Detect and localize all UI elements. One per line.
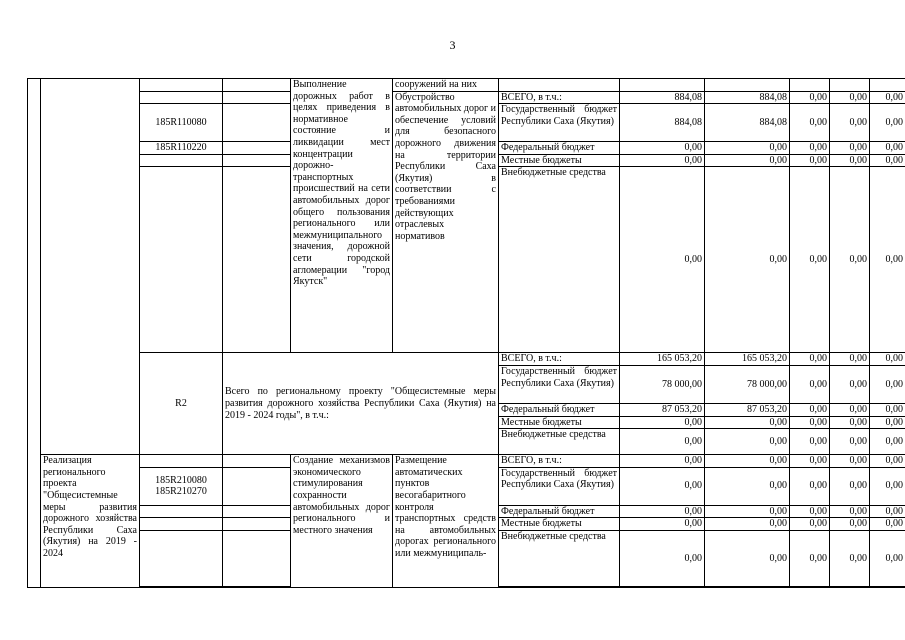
project-cell: Реализация регионального проекта "Общесистемные меры развития дорожного хозяйства Республики Саха (Якутия) на 2019 - 2024: [41, 455, 140, 588]
empty-cell: [223, 467, 291, 505]
value-cell: 884,08: [620, 91, 705, 104]
value-cell: 0,00: [830, 455, 870, 468]
value-cell: 0,00: [620, 167, 705, 353]
measure-cell: Создание механизмов экономического стимулирования сохранности автомобильных дорог регионального и местного значения: [291, 455, 393, 588]
value-cell: 0,00: [620, 455, 705, 468]
value-cell: 0,00: [790, 142, 830, 155]
value-cell: 0,00: [705, 518, 790, 531]
empty-cell: [830, 586, 870, 587]
value-cell: 0,00: [705, 467, 790, 505]
value-cell: 0,00: [790, 104, 830, 142]
row-label: Государственный бюджет Республики Саха (Якутия): [499, 365, 620, 403]
empty-cell: [223, 505, 291, 518]
row-label: Государственный бюджет Республики Саха (Якутия): [499, 467, 620, 505]
value-cell: 0,00: [790, 416, 830, 429]
code-cell: 185R110220: [140, 142, 223, 155]
empty-cell: [499, 79, 620, 92]
empty-cell: [705, 79, 790, 92]
row-label: Федеральный бюджет: [499, 142, 620, 155]
value-cell: 0,00: [870, 142, 905, 155]
value-cell: 78 000,00: [620, 365, 705, 403]
value-cell: 0,00: [790, 530, 830, 586]
empty-cell: [870, 79, 905, 92]
row-label: Внебюджетные средства: [499, 530, 620, 586]
value-cell: 0,00: [620, 505, 705, 518]
value-cell: 0,00: [870, 91, 905, 104]
value-cell: 0,00: [870, 104, 905, 142]
activity-cell: Обустройство автомобильных дорог и обеспечение условий для безопасного дорожного движения на территории Республики Саха (Якутия) в соответствии с требованиями действующих отраслевых нормативов: [393, 91, 499, 353]
value-cell: 0,00: [830, 365, 870, 403]
measure-cell: Выполнение дорожных работ в целях приведения в нормативное состояние и ликвидации мест концентрации дорожно-транспортных происшествий на сети автомобильных дорог общего пользования регионального или межмуниципального значения, дорожной сети городской агломерации "город Якутск": [291, 79, 393, 353]
value-cell: 0,00: [870, 505, 905, 518]
value-cell: 0,00: [705, 505, 790, 518]
empty-cell: [790, 79, 830, 92]
row-label: ВСЕГО, в т.ч.:: [499, 353, 620, 366]
value-cell: 0,00: [790, 518, 830, 531]
empty-cell: [223, 79, 291, 92]
value-cell: 0,00: [790, 429, 830, 455]
code-cell: 185R110080: [140, 104, 223, 142]
empty-cell: [223, 142, 291, 155]
value-cell: 0,00: [705, 530, 790, 586]
code-cell: [140, 154, 223, 167]
value-cell: 0,00: [790, 467, 830, 505]
value-cell: 0,00: [705, 429, 790, 455]
empty-cell: [223, 104, 291, 142]
value-cell: 0,00: [870, 353, 905, 366]
value-cell: 0,00: [830, 353, 870, 366]
row-label: Местные бюджеты: [499, 154, 620, 167]
row-label: ВСЕГО, в т.ч.:: [499, 91, 620, 104]
value-cell: 0,00: [830, 518, 870, 531]
row-label: Внебюджетные средства: [499, 429, 620, 455]
value-cell: 0,00: [705, 142, 790, 155]
empty-cell: [223, 586, 291, 587]
table-row: [28, 455, 905, 468]
row-label: Местные бюджеты: [499, 416, 620, 429]
value-cell: 0,00: [620, 416, 705, 429]
row-label: Местные бюджеты: [499, 518, 620, 531]
code-cell: [140, 530, 223, 586]
value-cell: 0,00: [870, 416, 905, 429]
value-cell: 0,00: [830, 142, 870, 155]
code-cell: [140, 79, 223, 92]
value-cell: 0,00: [620, 518, 705, 531]
empty-cell: [223, 455, 291, 468]
table-row: [28, 79, 905, 92]
value-cell: 0,00: [790, 455, 830, 468]
activity-cell: Размещение автоматических пунктов весогабаритного контроля транспортных средств на автомобильных дорогах регионального или межмуниципаль-: [393, 455, 499, 588]
value-cell: 0,00: [830, 467, 870, 505]
code-cell: [140, 505, 223, 518]
value-cell: 0,00: [620, 142, 705, 155]
value-cell: 0,00: [870, 403, 905, 416]
value-cell: 0,00: [870, 455, 905, 468]
project-code: R2: [140, 353, 223, 455]
row-label: Федеральный бюджет: [499, 505, 620, 518]
value-cell: 0,00: [620, 154, 705, 167]
code-cell: [140, 91, 223, 104]
value-cell: 87 053,20: [705, 403, 790, 416]
value-cell: 884,08: [705, 91, 790, 104]
value-cell: 0,00: [620, 530, 705, 586]
value-cell: 0,00: [620, 429, 705, 455]
empty-cell: [620, 586, 705, 587]
value-cell: 0,00: [830, 167, 870, 353]
table-row: [28, 91, 905, 104]
value-cell: 0,00: [705, 416, 790, 429]
empty-cell: [223, 91, 291, 104]
page-number: 3: [449, 38, 456, 52]
value-cell: 0,00: [705, 167, 790, 353]
program-table: [27, 78, 905, 588]
value-cell: 165 053,20: [705, 353, 790, 366]
value-cell: 0,00: [830, 505, 870, 518]
empty-cell: [620, 79, 705, 92]
value-cell: 0,00: [705, 455, 790, 468]
value-cell: 0,00: [870, 365, 905, 403]
empty-cell: [499, 586, 620, 587]
value-cell: 165 053,20: [620, 353, 705, 366]
value-cell: 0,00: [790, 353, 830, 366]
left-col-a: [28, 79, 41, 588]
value-cell: 0,00: [790, 505, 830, 518]
table-row: [28, 353, 905, 366]
activity-top-cell: сооружений на них: [393, 79, 499, 92]
code-cell: [140, 518, 223, 531]
row-label: Федеральный бюджет: [499, 403, 620, 416]
value-cell: 884,08: [620, 104, 705, 142]
empty-cell: [223, 518, 291, 531]
value-cell: 0,00: [790, 91, 830, 104]
value-cell: 78 000,00: [705, 365, 790, 403]
left-col-b: [41, 79, 140, 455]
empty-cell: [830, 79, 870, 92]
value-cell: 0,00: [870, 530, 905, 586]
row-label: Внебюджетные средства: [499, 167, 620, 353]
value-cell: 0,00: [870, 154, 905, 167]
value-cell: 0,00: [790, 403, 830, 416]
value-cell: 0,00: [830, 154, 870, 167]
value-cell: 0,00: [790, 154, 830, 167]
value-cell: 0,00: [790, 167, 830, 353]
code-cell: [140, 586, 223, 587]
value-cell: 884,08: [705, 104, 790, 142]
value-cell: 0,00: [830, 403, 870, 416]
empty-cell: [870, 586, 905, 587]
project-title: Всего по региональному проекту "Общесистемные меры развития дорожного хозяйства Республики Саха (Якутия) на 2019 - 2024 годы", в т.ч.:: [223, 353, 499, 455]
empty-cell: [223, 530, 291, 586]
value-cell: 0,00: [830, 91, 870, 104]
value-cell: 0,00: [830, 429, 870, 455]
empty-cell: [223, 167, 291, 353]
value-cell: 87 053,20: [620, 403, 705, 416]
row-label: Государственный бюджет Республики Саха (Якутия): [499, 104, 620, 142]
code-cell: [140, 167, 223, 353]
code-cell: [140, 455, 223, 468]
value-cell: 0,00: [870, 518, 905, 531]
value-cell: 0,00: [830, 104, 870, 142]
empty-cell: [790, 586, 830, 587]
empty-cell: [223, 154, 291, 167]
value-cell: 0,00: [830, 530, 870, 586]
value-cell: 0,00: [870, 167, 905, 353]
value-cell: 0,00: [620, 467, 705, 505]
value-cell: 0,00: [705, 154, 790, 167]
value-cell: 0,00: [830, 416, 870, 429]
row-label: ВСЕГО, в т.ч.:: [499, 455, 620, 468]
value-cell: 0,00: [870, 467, 905, 505]
empty-cell: [705, 586, 790, 587]
value-cell: 0,00: [790, 365, 830, 403]
code-cell: 185R210080 185R210270: [140, 467, 223, 505]
value-cell: 0,00: [870, 429, 905, 455]
